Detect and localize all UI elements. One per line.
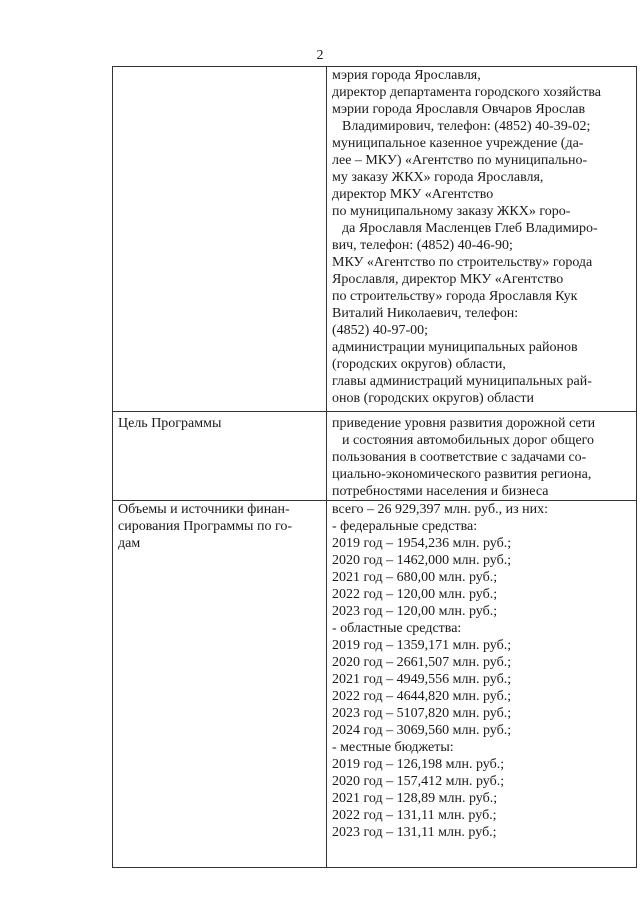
text-line: администрации муниципальных районов [332,340,578,355]
text-line: пользования в соответствие с задачами со- [332,450,587,465]
program-passport-table [112,66,637,868]
text-line: циально-экономического развития региона, [332,467,592,482]
text-line: 2021 год – 128,89 млн. руб.; [332,791,498,806]
text-line: да Ярославля Масленцев Глеб Владимиро- [342,221,598,236]
text-line: (городских округов) области, [332,357,506,372]
text-line: му заказу ЖКХ» города Ярославля, [332,170,544,185]
continuation-label-cell [113,67,327,412]
text-line: по строительству» города Ярославля Кук [332,289,578,304]
text-line: - областные средства: [332,621,462,636]
text-line: 2022 год – 120,00 млн. руб.; [332,587,498,602]
funding-value-cell [327,501,637,868]
text-line: 2023 год – 120,00 млн. руб.; [332,604,498,619]
text-line: приведение уровня развития дорожной сети [332,416,596,431]
text-line: онов (городских округов) области [332,391,534,406]
funding-label-cell [113,501,327,868]
text-line: всего – 26 929,397 млн. руб., из них: [332,502,549,517]
text-line: директор МКУ «Агентство [332,187,494,202]
text-line: 2023 год – 131,11 млн. руб.; [332,825,497,840]
goal-value-cell [327,412,637,501]
text-line: Объемы и источники финан- [118,502,290,517]
text-line: 2024 год – 3069,560 млн. руб.; [332,723,512,738]
text-line: 2019 год – 1359,171 млн. руб.; [332,638,512,653]
continuation-lines [332,67,633,407]
page-number: 2 [316,48,324,63]
text-line: по муниципальному заказу ЖКХ» горо- [332,204,571,219]
text-line: - федеральные средства: [332,519,478,534]
text-line: лее – МКУ) «Агентство по муниципально- [332,153,588,168]
funding-label-lines [118,501,323,552]
text-line: (4852) 40-97-00; [332,323,429,338]
text-line: Владимирович, телефон: (4852) 40-39-02; [342,119,591,134]
text-line: 2020 год – 2661,507 млн. руб.; [332,655,512,670]
text-line: 2020 год – 1462,000 млн. руб.; [332,553,512,568]
text-line: муниципальное казенное учреждение (да- [332,136,584,151]
text-line: 2022 год – 131,11 млн. руб.; [332,808,497,823]
text-line: 2023 год – 5107,820 млн. руб.; [332,706,512,721]
text-line: Виталий Николаевич, телефон: [332,306,519,321]
text-line: и состояния автомобильных дорог общего [342,433,595,448]
text-line: сирования Программы по го- [118,519,293,534]
text-line: МКУ «Агентство по строительству» города [332,255,593,270]
table-row-continuation [113,67,637,412]
text-line: 2020 год – 157,412 млн. руб.; [332,774,505,789]
text-line: главы администраций муниципальных рай- [332,374,592,389]
goal-lines [332,412,633,500]
text-line: 2021 год – 680,00 млн. руб.; [332,570,498,585]
text-line: 2019 год – 1954,236 млн. руб.; [332,536,512,551]
text-line: директор департамента городского хозяйства [332,85,602,100]
goal-label: Цель Программы [118,416,222,431]
funding-lines [332,501,633,841]
table-row-funding [113,501,637,868]
text-line: дам [118,536,141,551]
text-line: вич, телефон: (4852) 40-46-90; [332,238,513,253]
goal-label-cell [113,412,327,501]
table-row-goal [113,412,637,501]
continuation-value-cell [327,67,637,412]
text-line: 2022 год – 4644,820 млн. руб.; [332,689,512,704]
text-line: 2021 год – 4949,556 млн. руб.; [332,672,512,687]
text-line: мэрии города Ярославля Овчаров Ярослав [332,102,586,117]
text-line: 2019 год – 126,198 млн. руб.; [332,757,505,772]
text-line: мэрия города Ярославля, [332,68,481,83]
text-line: потребностями населения и бизнеса [332,484,549,499]
text-line: Ярославля, директор МКУ «Агентство [332,272,564,287]
text-line: - местные бюджеты: [332,740,454,755]
